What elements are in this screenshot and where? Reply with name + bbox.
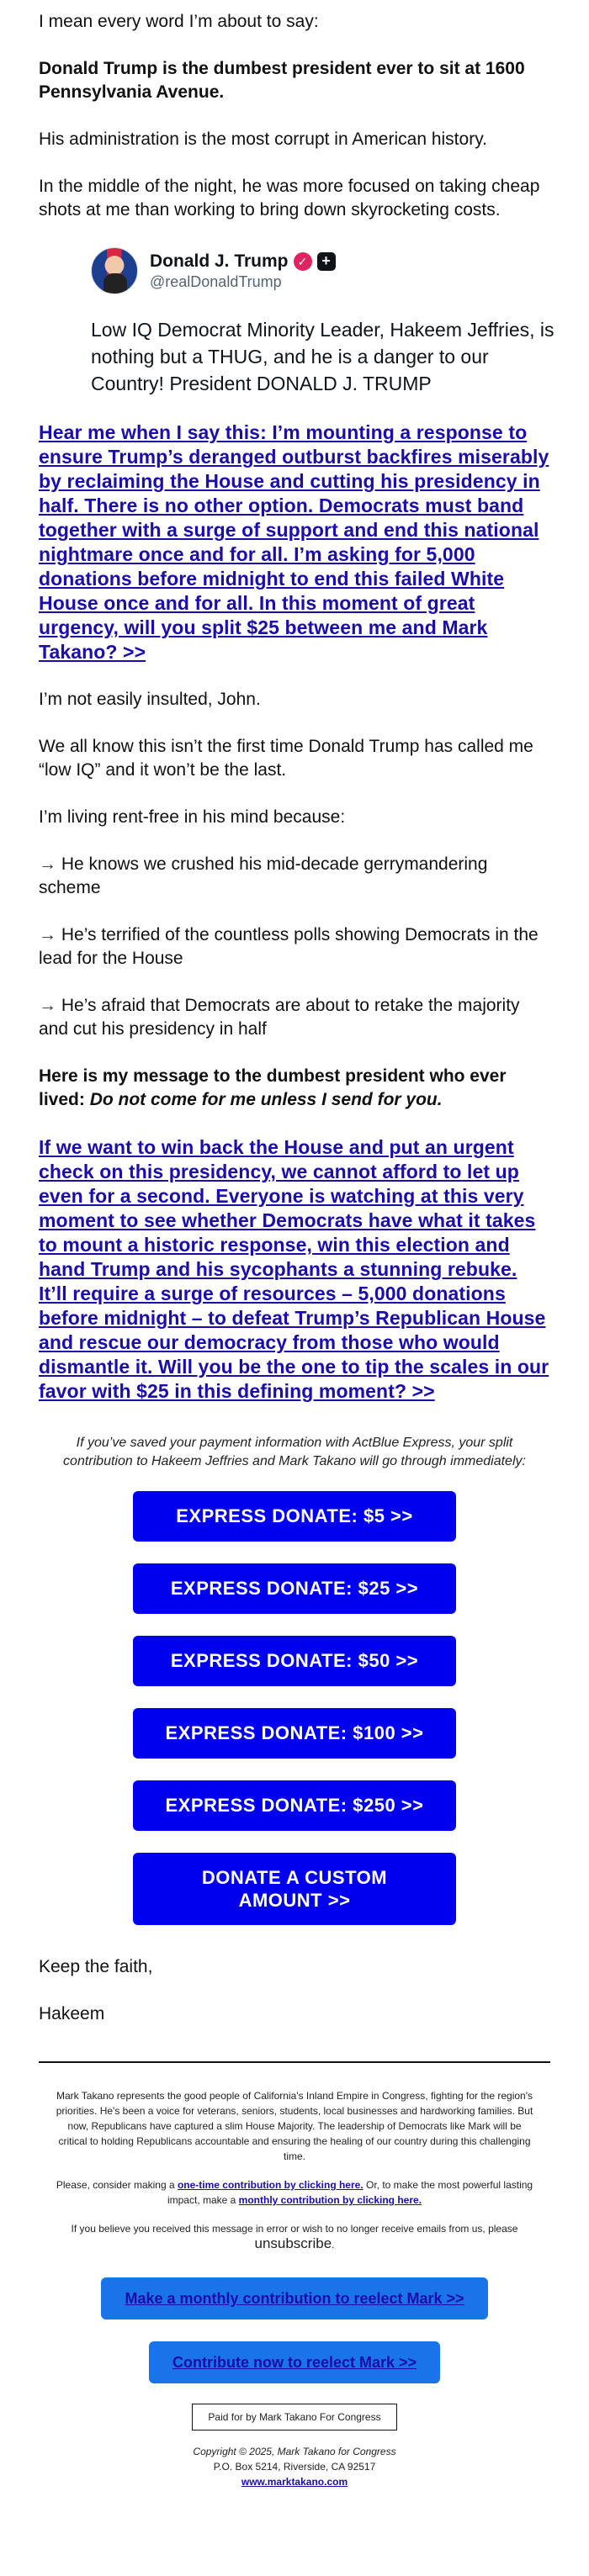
message-lead: Here is my message to the dumbest president who ever lived: — [39, 1066, 507, 1109]
footer-about: Mark Takano represents the good people of California's Inland Empire in Congress, fighting for the region's priorities. He's been a voice for veterans, seniors, students, local businesses and hardworking families. But now, Republicans have captured a slim House Majority. The leadership of Democrats like Mark will be critical to holding Republicans accountable and ensuring the healing of our country during this challenging time. — [56, 2090, 533, 2162]
footer — [0, 2063, 589, 2489]
paragraph: We all know this isn’t the first time Donald Trump has called me “low IQ” and it won’t be the last. — [39, 737, 533, 780]
avatar — [91, 247, 138, 294]
mailing-address: P.O. Box 5214, Riverside, CA 92517 — [213, 2461, 376, 2473]
tweet-name-row — [150, 251, 336, 272]
monthly-reelect-button[interactable]: Make a monthly contribution to reelect Mark >> — [101, 2277, 487, 2319]
footer-text: Please, consider making a — [56, 2179, 178, 2191]
footer-text: If you believe you received this message in error or wish to no longer receive emails from us, please — [71, 2223, 518, 2235]
paid-for-row — [54, 2404, 535, 2431]
intro-line: I mean every word I’m about to say: — [39, 12, 319, 31]
bullet-text: He’s terrified of the countless polls showing Democrats in the lead for the House — [39, 925, 539, 968]
copyright: Copyright © 2025, Mark Takano for Congress — [193, 2446, 396, 2457]
paragraph: In the middle of the night, he was more focused on taking cheap shots at me than working to bring down skyrocketing costs. — [39, 177, 540, 220]
footer-unsubscribe-note — [54, 2221, 535, 2252]
bullet-item — [39, 923, 550, 971]
donate-cta-link[interactable]: Hear me when I say this: I’m mounting a response to ensure Trump’s deranged outburst backfires miserably by reclaiming the House and cutting his presidency in half. There is no other option. Democrats must band together with a surge of support and end this national nightmare once and for all. I’m asking for 5,000 donations before midnight to end this failed White House once and for all. In this moment of great urgency, will you split $25 between me and Mark Takano? >> — [39, 421, 549, 663]
signoff: Keep the faith, — [39, 1957, 153, 1976]
paragraph: I’m not easily insulted, John. — [39, 690, 261, 709]
tweet-display-name: Donald J. Trump — [150, 251, 289, 271]
unsubscribe-link[interactable]: unsubscribe — [254, 2235, 332, 2251]
one-time-contribution-link[interactable]: one-time contribution by clicking here. — [177, 2179, 363, 2191]
tweet-header — [91, 247, 562, 294]
contribute-reelect-button[interactable]: Contribute now to reelect Mark >> — [149, 2341, 440, 2383]
actblue-express-note: If you’ve saved your payment information with ActBlue Express, your split contribution to Hakeem Jeffries and Mark Takano will go through immediately: — [63, 1436, 526, 1468]
embedded-tweet[interactable] — [91, 247, 562, 397]
tweet-handle: @realDonaldTrump — [150, 272, 282, 290]
paragraph: I’m living rent-free in his mind because: — [39, 807, 346, 827]
donate-cta-link[interactable]: If we want to win back the House and put an urgent check on this presidency, we cannot afford to let up even for a second. Everyone is watching at this very moment to see whether Democrats have what it takes to mount a historic response, win this election and hand Trump and his sycophants a stunning rebuke. It’ll require a surge of resources – 5,000 donations before midnight – to defeat Trump’s Republican House and rescue our democracy from those who would dismantle it. Will you be the one to tip the scales in our favor with $25 in this defining moment? >> — [39, 1136, 549, 1402]
paragraph: His administration is the most corrupt in American history. — [39, 130, 487, 149]
affiliate-badge-icon: + — [317, 252, 336, 271]
message-emphasis: Do not come for me unless I send for you. — [89, 1090, 443, 1109]
express-donate-25-button[interactable]: EXPRESS DONATE: $25 >> — [133, 1563, 456, 1614]
express-donate-250-button[interactable]: EXPRESS DONATE: $250 >> — [133, 1780, 456, 1831]
headline: Donald Trump is the dumbest president ever to sit at 1600 Pennsylvania Avenue. — [39, 59, 525, 102]
footer-consider — [54, 2177, 535, 2208]
bullet-item — [39, 994, 550, 1041]
tweet-text: Low IQ Democrat Minority Leader, Hakeem Jeffries, is nothing but a THUG, and he is a danger to our Country! President DONALD J. TRUMP — [91, 319, 555, 394]
message-to-trump — [39, 1065, 550, 1112]
paid-for-disclaimer: Paid for by Mark Takano For Congress — [192, 2404, 396, 2431]
monthly-contribution-link[interactable]: monthly contribution by clicking here. — [238, 2194, 422, 2206]
bullet-text: He knows we crushed his mid-decade gerrymandering scheme — [39, 854, 488, 897]
arrow-icon: → — [39, 925, 56, 944]
donate-button-group — [39, 1491, 550, 1947]
footer-text: Or, to make the most powerful lasting impact, make a — [167, 2179, 533, 2206]
website-row — [54, 2474, 535, 2489]
express-donate-5-button[interactable]: EXPRESS DONATE: $5 >> — [133, 1491, 456, 1542]
bullet-item — [39, 853, 550, 900]
footer-button-row — [54, 2277, 535, 2319]
arrow-icon: → — [39, 996, 56, 1015]
footer-text: . — [332, 2239, 335, 2251]
express-donate-50-button[interactable]: EXPRESS DONATE: $50 >> — [133, 1636, 456, 1686]
website-link[interactable]: www.marktakano.com — [241, 2476, 348, 2488]
tweet-author — [150, 251, 336, 291]
footer-button-row — [54, 2341, 535, 2383]
verified-badge-icon: ✓ — [294, 252, 312, 271]
signature-name: Hakeem — [39, 2004, 105, 2023]
donate-custom-amount-button[interactable]: DONATE A CUSTOM AMOUNT >> — [133, 1853, 456, 1925]
arrow-icon: → — [39, 854, 56, 874]
bullet-text: He’s afraid that Democrats are about to retake the majority and cut his presidency in half — [39, 996, 520, 1039]
express-donate-100-button[interactable]: EXPRESS DONATE: $100 >> — [133, 1708, 456, 1759]
